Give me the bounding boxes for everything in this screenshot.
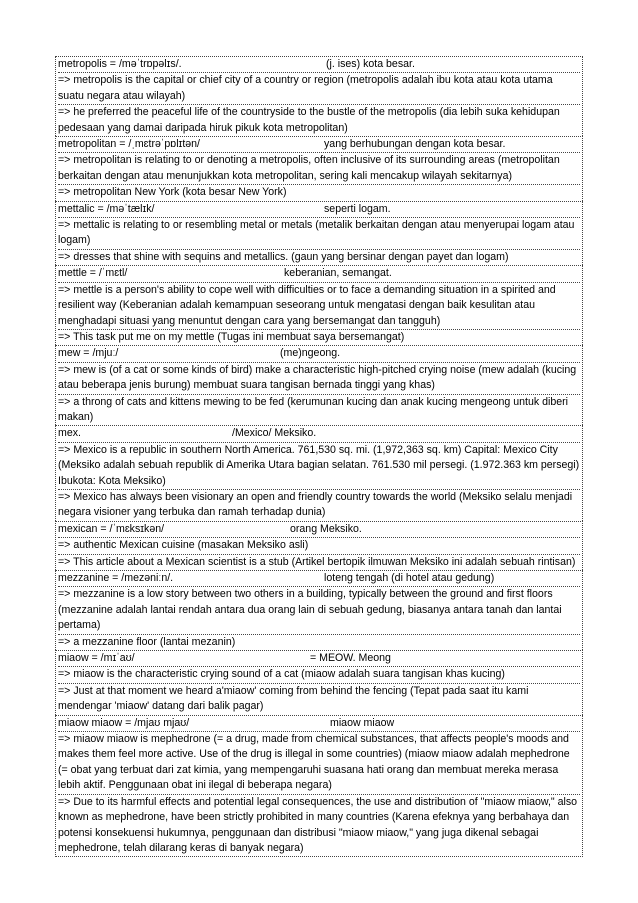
entry-headword-line [58,137,580,153]
dictionary-entry [55,136,583,201]
entry-headword-line [58,202,580,218]
entry-headword-line [58,346,580,362]
example-sentence: => This article about a Mexican scientist is a stub (Artikel bertopik ilmuwan Meksiko ini adalah sebuah rintisan) [58,555,576,568]
headword-translation: keberanian, semangat. [284,267,392,280]
headword-translation: loteng tengah (di hotel atau gedung) [324,572,495,584]
example-sentence: => authentic Mexican cuisine (masakan Meksiko asli) [58,538,580,554]
example-sentence: => mezzanine is a low story between two others in a building, typically between the ground and first floors (mezzanine adalah lantai rendah antara dua orang lain di sebuah gedung, biasanya antara tanah dan lantai pertama) [58,587,580,634]
headword-translation: (me)ngeong. [280,347,341,360]
example-sentence: => metropolis is the capital or chief city of a country or region (metropolis adalah ibu kota atau kota utama suatu negara atau wilayah) [58,73,580,105]
entry-headword-line [58,651,580,667]
example-sentence: => Mexico has always been visionary an open and friendly country towards the world (Meksiko selalu menjadi negara visioner yang terbuka dan ramah terhadap dunia) [58,490,573,519]
example-sentence: => metropolitan New York (kota besar New York) [58,186,287,199]
dictionary-entry [55,715,583,858]
headword-translation: (j. ises) kota besar. [326,58,415,70]
example-sentence: => Mexico is a republic in southern North America. 761,530 sq. mi. (1,972,363 sq. km) Capital: Mexico City (Meksiko adalah sebuah republik di Amerika Utara bagian selatan. 761.530 mil persegi. (1.972.363 km persegi) Ibukota: Kota Meksiko) [58,443,580,490]
example-sentence: => mettle is a person's ability to cope well with difficulties or to face a demanding situation in a spirited and resilient way (Keberanian adalah kemampuan seseorang untuk mengatasi dengan baik kesulitan atau menghadapi situasi yang menuntut dengan cara yang bersemangat dan tangguh) [58,283,580,330]
example-sentence: => metropolitan is relating to or denoting a metropolis, often inclusive of its surrounding areas (metropolitan berkaitan dengan atau menunjukkan kota metropolitan, sering kali mencakup wilayah sekitarnya) [58,153,580,185]
entry-headword-line [58,266,580,282]
entry-headword-line [58,716,580,732]
example-sentence: => Due to its harmful effects and potential legal consequences, the use and distribution of "miaow miaow," also known as mephedrone, have been strictly prohibited in many countries (Karena efeknya yang berbahaya dan potensi konsekuensi hukumnya, penggunaan dan distribusi "miaow miaow," yang juga dikenal sebagai mephedrone, telah dilarang keras di banyak negara) [58,795,578,854]
headword: mezzanine = /mezəniːn/. [58,572,174,584]
dictionary-entry [55,201,583,266]
headword: metropolitan = /ˌmɛtrəˈpɒlɪtən/ [58,138,200,151]
headword: miaow miaow = /mjaʊ mjaʊ/ [58,716,190,729]
headword: mew = /mjuː/ [58,347,119,360]
headword-translation: orang Meksiko. [290,522,362,535]
entry-headword-line [58,426,580,442]
example-sentence: => he preferred the peaceful life of the countryside to the bustle of the metropolis (dia lebih suka kehidupan pedesaan yang damai daripada hiruk pikuk kota metropolitan) [58,106,560,134]
entry-headword-line [58,522,580,538]
dictionary-entry [55,425,583,520]
example-sentence: => miaow is the characteristic crying sound of a cat (miaow adalah suara tangisan khas kucing) [58,667,580,683]
dictionary-entry [55,56,583,136]
dictionary-entry [55,265,583,345]
example-sentence: => mew is (of a cat or some kinds of bird) make a characteristic high-pitched crying noise (mew adalah (kucing atau beberapa jenis burung) membuat suara tangisan bernada tinggi yang khas) [58,363,580,395]
dictionary-entry [55,650,583,715]
headword-translation: miaow miaow [330,716,395,729]
dictionary-entry [55,570,583,650]
dictionary-entry [55,345,583,425]
entry-list [55,56,583,857]
example-sentence: => a mezzanine floor (lantai mezanin) [58,635,236,648]
example-sentence: => a throng of cats and kittens mewing to be fed (kerumunan kucing dan anak kucing mengeong untuk diberi makan) [58,395,569,423]
headword-translation: = MEOW. Meong [310,652,391,665]
headword: mettle = /ˈmɛtl/ [58,267,128,280]
example-sentence: => miaow miaow is mephedrone (= a drug, made from chemical substances, that affects people's moods and makes them feel more active. Use of the drug is illegal in some countries) (miaow miaow adalah mephedrone (= obat yang terbuat dari zat kimia, yang mempengaruhi suasana hati orang dan membuat mereka merasa lebih aktif. Penggunaan obat ini ilegal di beberapa negara) [58,732,580,795]
dictionary-entry [55,521,583,570]
entry-headword-line [58,57,580,73]
dictionary-page [55,56,583,857]
headword: mex. [58,427,81,440]
headword-translation: seperti logam. [324,202,391,215]
entry-headword-line [58,571,580,587]
headword-translation: /Mexico/ Meksiko. [232,427,317,440]
headword: metropolis = /məˈtrɒpəlɪs/. [58,58,182,70]
example-sentence: => dresses that shine with sequins and metallics. (gaun yang bersinar dengan payet dan logam) [58,250,509,263]
headword: miaow = /mɪˈaʊ/ [58,652,135,665]
headword: mexican = /ˈmɛksɪkən/ [58,522,165,535]
headword: mettalic = /məˈtælɪk/ [58,202,155,215]
example-sentence: => mettalic is relating to or resembling metal or metals (metalik berkaitan dengan atau menyerupai logam atau logam) [58,218,580,250]
example-sentence: => This task put me on my mettle (Tugas ini membuat saya bersemangat) [58,330,405,343]
example-sentence: => Just at that moment we heard a'miaow' coming from behind the fencing (Tepat pada saat itu kami mendengar 'miaow' datang dari balik pagar) [58,684,529,713]
headword-translation: yang berhubungan dengan kota besar. [324,138,506,151]
